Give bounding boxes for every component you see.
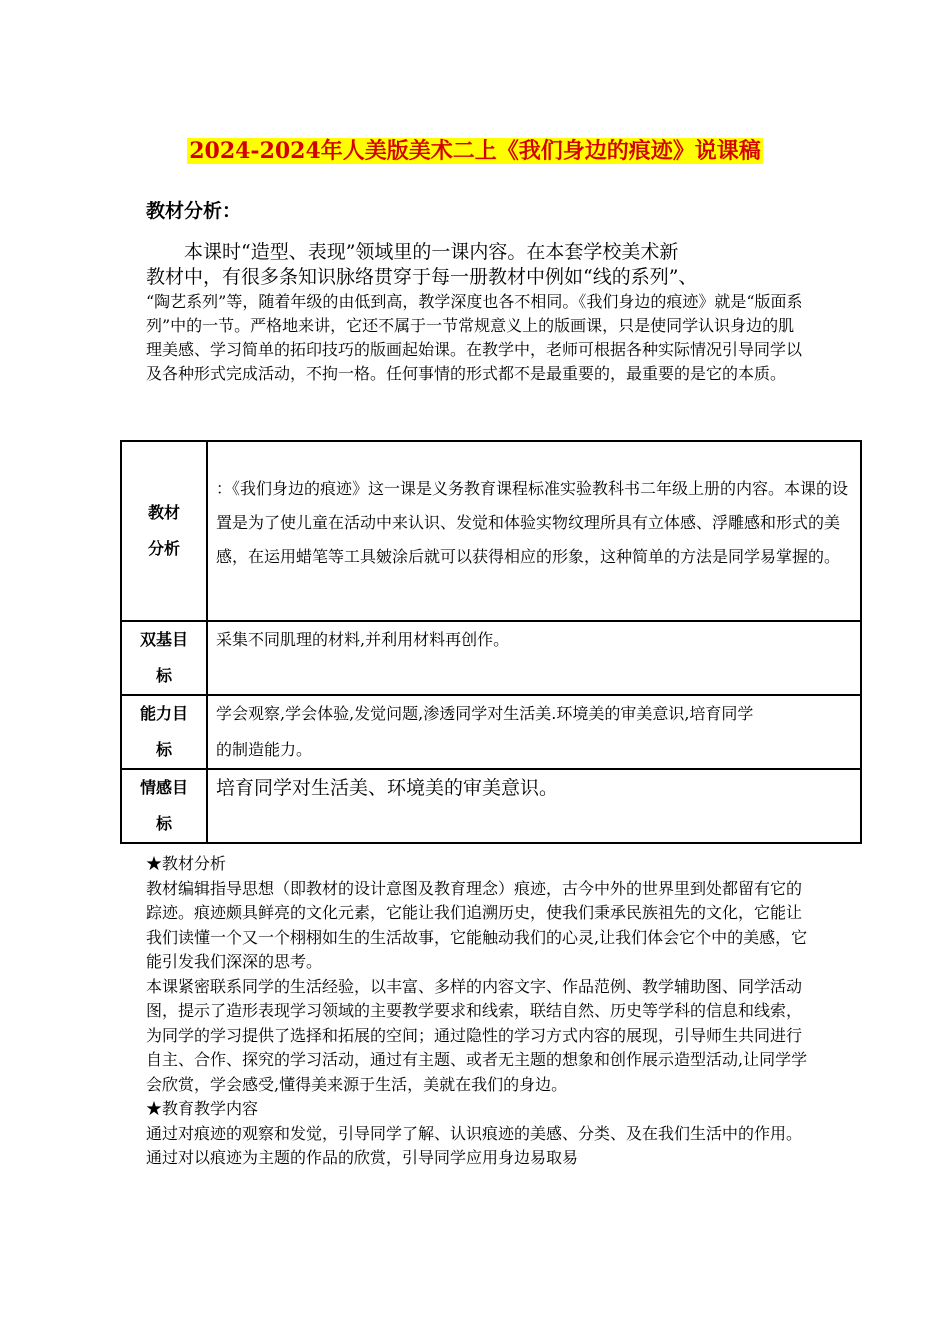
table-row bbox=[121, 441, 861, 621]
row-content: 培育同学对生活美、环境美的审美意识。 bbox=[207, 769, 861, 843]
intro-paragraph bbox=[146, 240, 806, 386]
paragraph: 教材编辑指导思想（即教材的设计意图及教育理念）痕迹，古今中外的世界里到处都留有它的踪迹。痕迹颇具鲜亮的文化元素，它能让我们追溯历史，使我们秉承民族祖先的文化，它能让我们读懂一个又一个栩栩如生的生活故事，它能触动我们的心灵,让我们体会它个中的美感，它能引发我们深深的思考。 bbox=[146, 878, 808, 971]
row-label: 双基目 标 bbox=[121, 621, 207, 695]
body-text bbox=[146, 852, 808, 1171]
section-heading: ★教材分析 bbox=[146, 854, 227, 873]
table-row bbox=[121, 621, 861, 695]
intro-heading: 教材分析： bbox=[146, 200, 242, 222]
document-title bbox=[0, 136, 950, 166]
lesson-info-table bbox=[120, 440, 862, 844]
intro-first-line: 本课时“造型、表现”领域里的一课内容。在本套学校美术新 bbox=[184, 241, 679, 263]
section-heading: ★教育教学内容 bbox=[146, 1099, 259, 1118]
table-row bbox=[121, 695, 861, 769]
intro-rest-text: “陶艺系列”等，随着年级的由低到高，教学深度也各不相同。《我们身边的痕迹》就是“版面系列”中的一节。严格地来讲，它还不属于一节常规意义上的版画课，只是使同学认识身边的肌理美感、学习简单的拓印技巧的版画起始课。在教学中，老师可根据各种实际情况引导同学以及各种形式完成活动，不拘一格。任何事情的形式都不是最重要的，最重要的是它的本质。 bbox=[146, 292, 803, 383]
row-label: 教材 分析 bbox=[121, 441, 207, 621]
row-label: 情感目 标 bbox=[121, 769, 207, 843]
row-content: 学会观察,学会体验,发觉问题,渗透同学对生活美.环境美的审美意识,培育同学的制造能力。 bbox=[207, 695, 861, 769]
paragraph: 本课紧密联系同学的生活经验，以丰富、多样的内容文字、作品范例、教学辅助图、同学活动图，提示了造形表现学习领域的主要教学要求和线索，联结自然、历史等学科的信息和线索，为同学的学习提供了选择和拓展的空间；通过隐性的学习方式内容的展现，引导师生共同进行自主、合作、探究的学习活动，通过有主题、或者无主题的想象和创作展示造型活动,让同学学会欣赏，学会感受,懂得美来源于生活，美就在我们的身边。 bbox=[146, 976, 808, 1094]
row-content: ：《我们身边的痕迹》这一课是义务教育课程标准实验教科书二年级上册的内容。本课的设置是为了使儿童在活动中来认识、发觉和体验实物纹理所具有立体感、浮雕感和形式的美感，在运用蜡笔等工具皴涂后就可以获得相应的形象，这种简单的方法是同学易掌握的。 bbox=[207, 441, 861, 621]
paragraph: 通过对痕迹的观察和发觉，引导同学了解、认识痕迹的美感、分类、及在我们生活中的作用。通过对以痕迹为主题的作品的欣赏，引导同学应用身边易取易 bbox=[146, 1123, 803, 1167]
row-content: 采集不同肌理的材料,并利用材料再创作。 bbox=[207, 621, 861, 695]
table-row bbox=[121, 769, 861, 843]
title-highlight: 2024-2024年人美版美术二上《我们身边的痕迹》说课稿 bbox=[189, 138, 761, 164]
intro-second-line: 教材中，有很多条知识脉络贯穿于每一册教材中例如“线的系列”、 bbox=[146, 266, 698, 288]
row-label: 能力目 标 bbox=[121, 695, 207, 769]
